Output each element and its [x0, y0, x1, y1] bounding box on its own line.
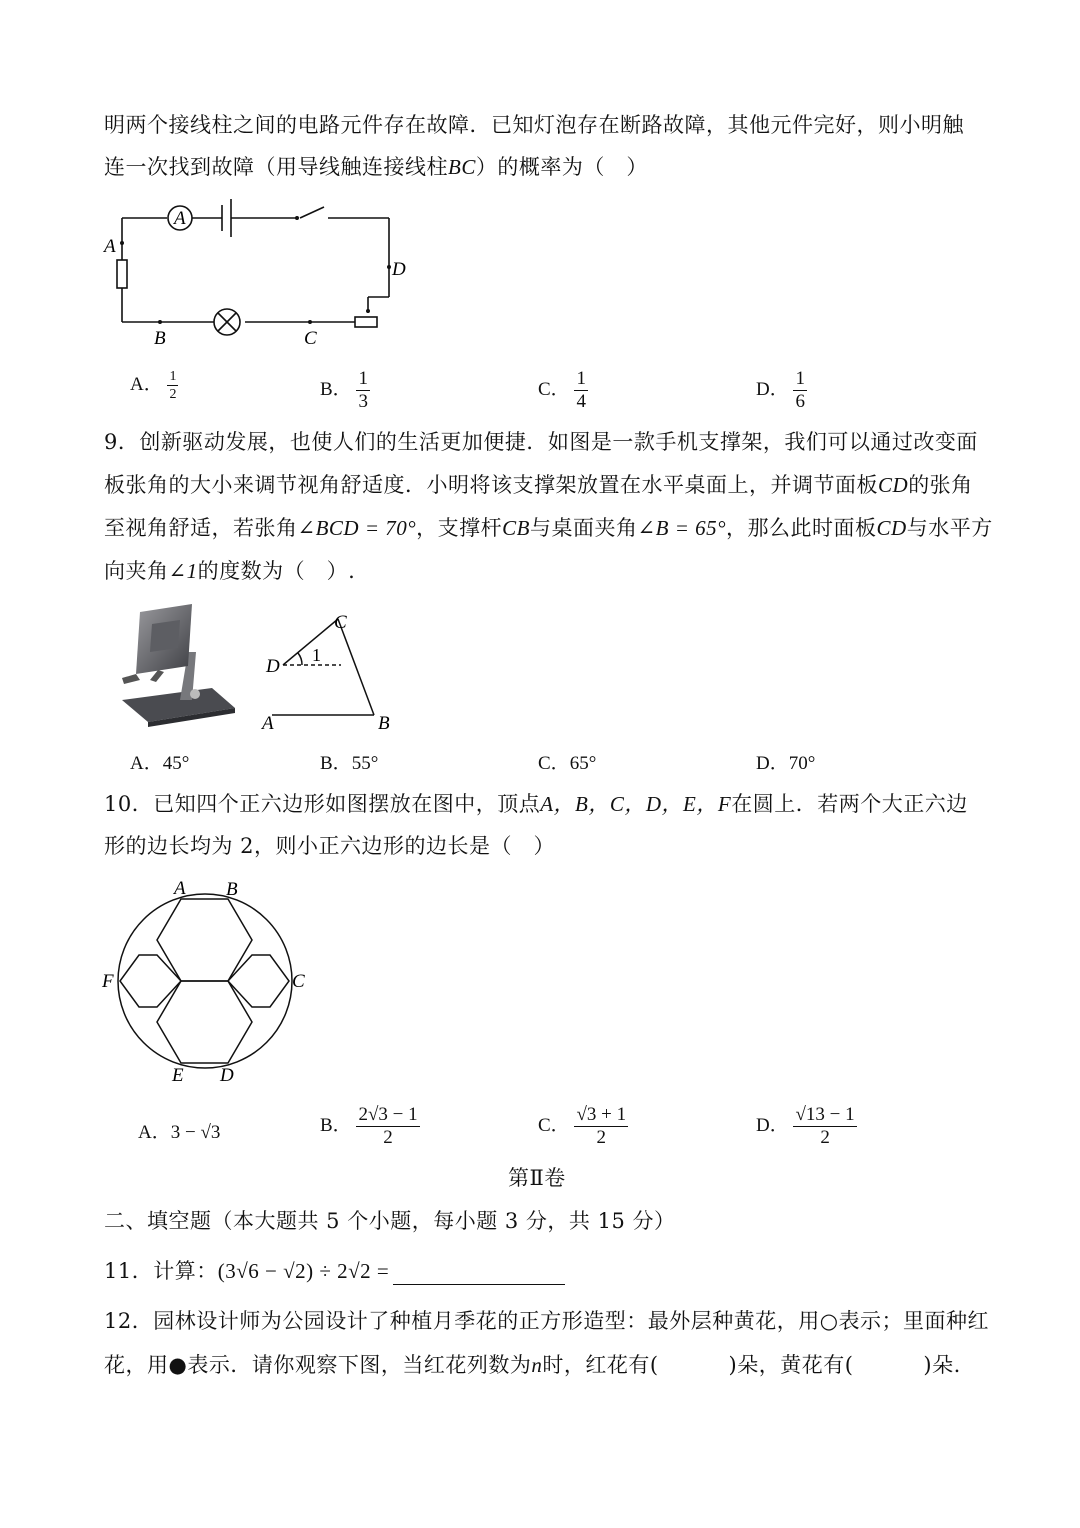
q12-line1: 12．园林设计师为公园设计了种植月季花的正方形造型：最外层种黄花，用○表示；里面种红 — [104, 1309, 990, 1333]
q9-angle-1: 1 — [312, 645, 321, 665]
q10-line2: 形的边长均为 2，则小正六边形的边长是（ ） — [104, 834, 556, 858]
label-d: D — [392, 259, 406, 280]
q9-option-a[interactable]: A．45° — [130, 753, 190, 774]
section-heading: 二、填空题（本大题共 5 个小题，每小题 3 分，共 15 分） — [104, 1209, 676, 1233]
q10-label-a: A — [174, 878, 186, 899]
phone-stand-image — [100, 600, 240, 730]
circuit-diagram — [100, 195, 406, 349]
q8-option-a[interactable]: A． $\frac{1}{2}$ — [130, 369, 177, 402]
volume-title: 第Ⅱ卷 — [508, 1166, 566, 1190]
q8-option-b[interactable]: B． $\frac{1}{3}$ — [320, 368, 368, 412]
label-b: B — [154, 328, 166, 349]
ammeter-label: A — [174, 208, 186, 229]
q10-option-c[interactable]: C． $\frac{√3 + 1}{2}$ — [538, 1104, 627, 1148]
q10-line1: 10．已知四个正六边形如图摆放在图中，顶点A，B，C，D，E，F在圆上．若两个大正六边 — [104, 792, 968, 816]
q9-option-c[interactable]: C．65° — [538, 753, 597, 774]
q11-answer-blank[interactable] — [393, 1264, 565, 1285]
q10-option-a[interactable]: A．3 − √3 — [138, 1122, 221, 1143]
q8-line2: 连一次找到故障（用导线触连接线柱BC）的概率为（ ） — [104, 155, 648, 179]
q9-line4: 向夹角∠1的度数为（ ）. — [104, 559, 356, 583]
label-a: A — [104, 236, 116, 257]
q10-label-f: F — [102, 971, 114, 992]
q9-line3: 至视角舒适，若张角∠BCD = 70°，支撑杆CB与桌面夹角∠B = 65°，那么此时面板CD与水平方 — [104, 516, 993, 540]
q10-label-c: C — [292, 971, 305, 992]
q11-line: 11．计算：(3√6 − √2) ÷ 2√2 = — [104, 1257, 565, 1285]
q9-label-c: C — [334, 612, 347, 633]
q10-label-e: E — [172, 1065, 184, 1086]
q12-line2: 花，用●表示．请你观察下图，当红花列数为n时，红花有( )朵，黄花有( )朵. — [104, 1353, 961, 1377]
q9-option-b[interactable]: B．55° — [320, 753, 379, 774]
hexagon-diagram — [100, 877, 320, 1087]
q10-option-d[interactable]: D． $\frac{√13 - 1}{2}$ — [756, 1104, 855, 1148]
q8-option-d[interactable]: D． $\frac{1}{6}$ — [756, 368, 805, 412]
q9-label-b: B — [378, 713, 390, 734]
q8-line1: 明两个接线柱之间的电路元件存在故障．已知灯泡存在断路故障，其他元件完好，则小明触 — [104, 113, 964, 137]
q9-label-a: A — [262, 713, 274, 734]
label-c: C — [304, 328, 317, 349]
q8-option-c[interactable]: C． $\frac{1}{4}$ — [538, 368, 586, 412]
q9-line1: 9．创新驱动发展，也使人们的生活更加便捷．如图是一款手机支撑架，我们可以通过改变面 — [104, 430, 978, 454]
q9-line2: 板张角的大小来调节视角舒适度．小明将该支撑架放置在水平桌面上，并调节面板CD的张角 — [104, 473, 973, 497]
q10-label-d: D — [220, 1065, 234, 1086]
q10-option-b[interactable]: B． $\frac{2√3 - 1}{2}$ — [320, 1104, 418, 1148]
q10-label-b: B — [226, 879, 238, 900]
angle-diagram — [262, 605, 412, 735]
q9-option-d[interactable]: D．70° — [756, 753, 816, 774]
q9-label-d: D — [266, 656, 280, 677]
